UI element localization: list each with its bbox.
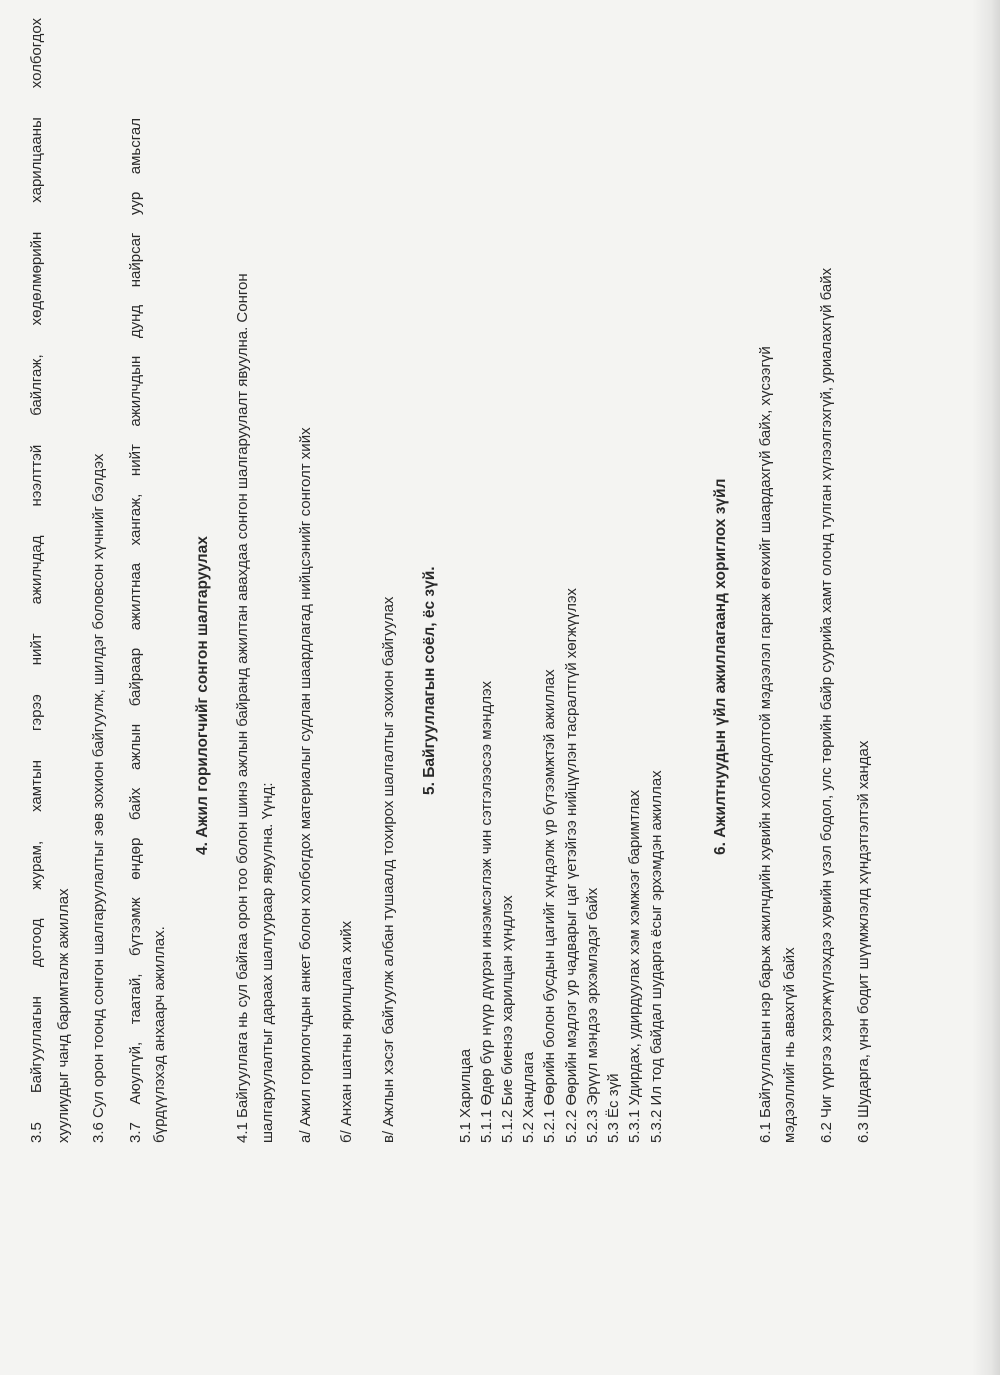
paragraph-6-2: 6.2 Чиг үүргээ хэрэгжүүлэхдээ хувийн үзэл бодол, улс төрийн байр суурийа хамт олонд тулган хүлээлгэхгүй, уриалахгүй байх: [818, 267, 835, 1143]
paragraph-4-1-line-1: 4.1 Байгууллага нь сул байгаа орон тоо болон шинэ ажлын байранд ажилтан авахдаа сонгон шалгаруулалт явуулна. Сонгон: [234, 273, 251, 1143]
section-6-title: 6. Ажилтнуудын үйл ажиллагаанд хориглох зүйл: [712, 478, 729, 855]
list-item-5-1: 5.1 Харилцаа: [457, 1048, 474, 1143]
section-4-title: 4. Ажил горилогчийг сонгон шалгаруулах: [194, 536, 211, 855]
list-item-5-2-2: 5.2.2 Өөрийн мэдлэг ур чадварыг цаг үетэйгээ нийцүүлэн тасралтгүй хөгжүүлэх: [563, 588, 580, 1143]
paragraph-3-5-line-2: хуулиудыг чанд баримталж ажиллах: [55, 888, 72, 1143]
paragraph-4-1-line-2: шалгаруулалтыг дараах шалгуураар явуулна. Үүнд:: [259, 782, 276, 1143]
paragraph-3-7-line-2: бүрдүүлэхэд анхаарч ажиллах.: [151, 926, 168, 1143]
item-4-a: а/ Ажил горилогчдын анкет болон холбогдох материалыг судлан шаардлагад нийцсэнийг сонголт хийх: [297, 427, 314, 1143]
item-4-b: б/ Анхан шатны ярилцлага хийх: [338, 920, 355, 1143]
paragraph-6-1-line-2: мэдээллийг нь авахгүй байх: [781, 947, 798, 1143]
list-item-5-1-1: 5.1.1 Өдөр бүр нүүр дүүрэн инээмсэглэж чин сэтгэлээсээ мэндлэх: [478, 681, 495, 1143]
paragraph-3-5-line-1: 3.5 Байгууллагын дотоод журам, хамтын гэрээ нийт ажилчдад нээлттэй байлгаж, хөдөлмөрийн харилцааны холбогдох: [28, 18, 45, 1143]
list-item-5-3-1: 5.3.1 Удирдах, удирдуулах хэм хэмжээг баримтлах: [626, 789, 643, 1143]
list-item-5-2-3: 5.2.3 Эрүүл мэндээ эрхэмлэдэг байх: [584, 887, 601, 1143]
section-5-title: 5. Байгууллагын соёл, ёс зүй.: [421, 566, 438, 795]
paragraph-6-1-line-1: 6.1 Байгууллагын нэр барьж ажилчдийн хувийн холбогдолтой мэдээлэл гаргаж өгөхийг шаардахгүй байх, хүсээгүй: [757, 346, 774, 1143]
paragraph-6-3: 6.3 Шударга, үнэн бодит шүүмжлэлд хүндэтгэлтэй хандах: [855, 740, 872, 1143]
list-item-5-3: 5.3 Ёс зүй: [605, 1073, 622, 1143]
list-item-5-2-1: 5.2.1 Өөрийн болон бусдын цагийг хүндэлж үр бүтээмжтэй ажиллах: [541, 669, 558, 1143]
list-item-5-3-2: 5.3.2 Ил тод байдал шударга ёсыг эрхэмдэн ажиллах: [648, 770, 665, 1143]
item-4-v: в/ Ажлын хэсэг байгуулж албан тушаалд тохирох шалгалтыг зохион байгуулах: [380, 596, 397, 1143]
paragraph-3-6: 3.6 Сул орон тоонд сонгон шалгаруулалтыг зөв зохион байгуулж, шилдэг боловсон хүчнийг бэлдэх: [90, 453, 107, 1143]
list-item-5-1-2: 5.1.2 Бие биенээ харилцан хүндлэх: [499, 895, 516, 1143]
paragraph-3-7-line-1: 3.7 Аюулгүй, таатай, бүтээмж өндөр байх ажлын байраар ажилтнаа хангаж, нийт ажилчдын дунд найрсаг уур амьсгал: [127, 118, 144, 1143]
list-item-5-2: 5.2 Хандлага: [520, 1052, 537, 1143]
